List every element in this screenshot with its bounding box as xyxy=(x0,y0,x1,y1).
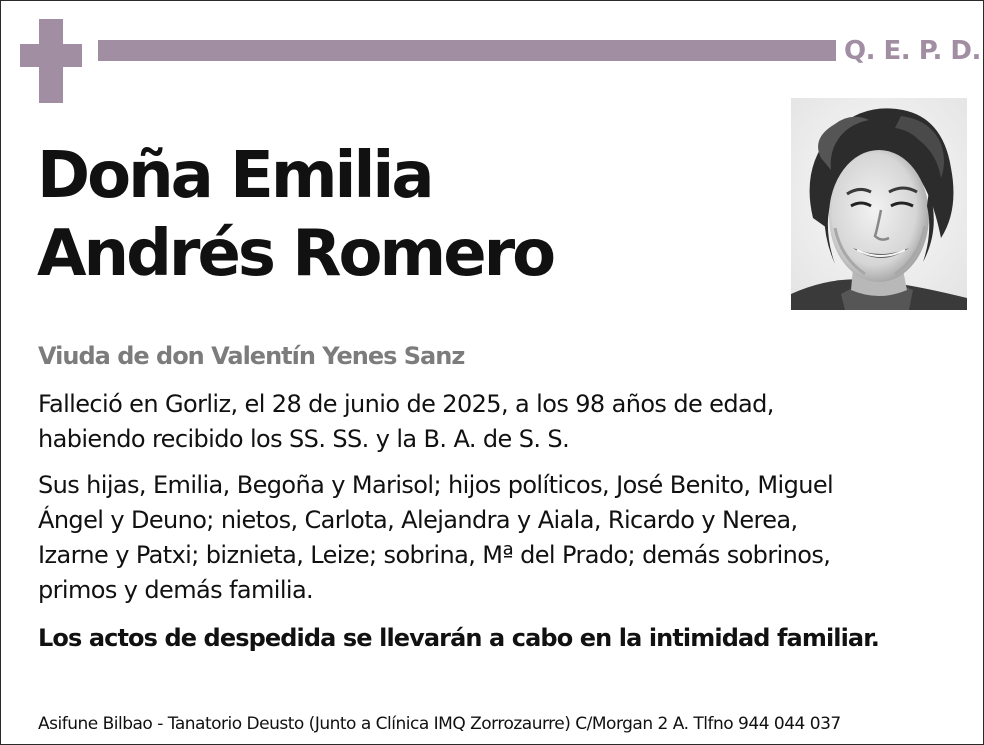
name-line-2: Andrés Romero xyxy=(37,217,554,291)
cross-icon xyxy=(20,19,82,103)
family-line: Ángel y Deuno; nietos, Carlota, Alejandra y Aiala, Ricardo y Nerea, xyxy=(38,506,798,534)
name-line-1: Doña Emilia xyxy=(37,139,432,213)
ceremony-notice: Los actos de despedida se llevarán a cabo en la intimidad familiar. xyxy=(38,624,879,652)
qepd-label: Q. E. P. D. xyxy=(844,36,981,66)
death-paragraph xyxy=(38,387,958,457)
family-line: Izarne y Patxi; biznieta, Leize; sobrina, Mª del Prado; demás sobrinos, xyxy=(38,541,831,569)
death-line: habiendo recibido los SS. SS. y la B. A. de S. S. xyxy=(38,425,570,453)
funeral-home-footer: Asifune Bilbao - Tanatorio Deusto (Junto a Clínica IMQ Zorrozaurre) C/Morgan 2 A. Tlfno 944 044 037 xyxy=(38,714,841,734)
family-paragraph xyxy=(38,468,958,608)
death-line: Falleció en Gorliz, el 28 de junio de 2025, a los 98 años de edad, xyxy=(38,390,774,418)
family-line: primos y demás familia. xyxy=(38,576,314,604)
family-line: Sus hijas, Emilia, Begoña y Marisol; hijos políticos, José Benito, Miguel xyxy=(38,471,834,499)
deceased-name xyxy=(37,137,553,293)
header-rule xyxy=(98,40,836,61)
portrait-photo xyxy=(791,98,967,310)
widow-of-subtitle: Viuda de don Valentín Yenes Sanz xyxy=(38,342,465,370)
